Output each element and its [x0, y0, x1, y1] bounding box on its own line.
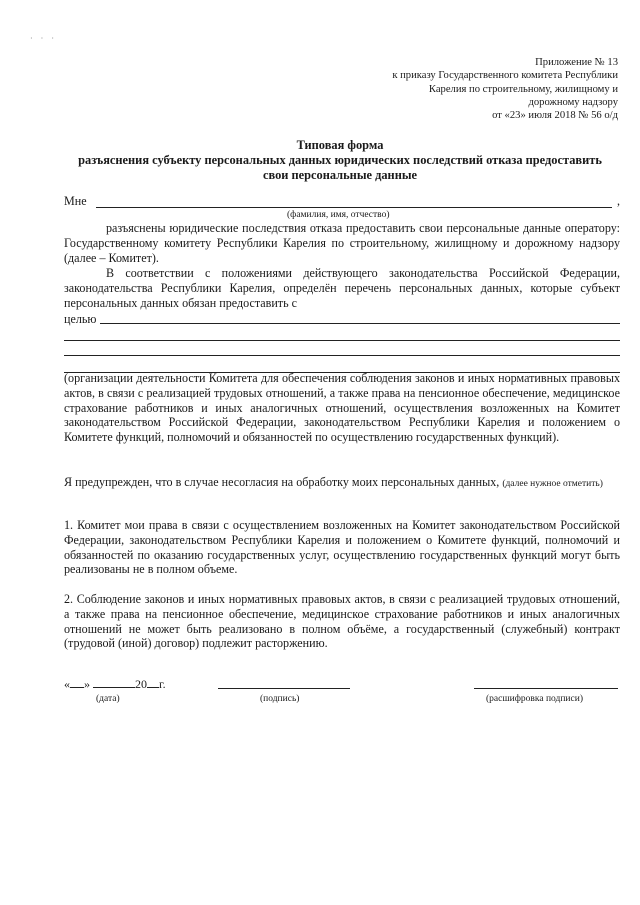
title-line-3: свои персональные данные [262, 168, 418, 182]
purpose-fill-line-1[interactable] [100, 323, 620, 324]
fio-fill-line[interactable] [96, 207, 612, 208]
appendix-header [358, 56, 618, 122]
warning-paragraph [64, 475, 620, 492]
option-item-1: 1. Комитет мои права в связи с осуществлением возложенных на Комитет законодательством Российской Федерации, законодательством Республики Карелия и положением о Комитете функций, полномочий и обязанностей по оказанию государственных услуг, осуществлению государственных функций могут быть реализованы не в полном объеме. [64, 518, 620, 577]
mne-label: Мне [64, 194, 87, 208]
appendix-line: к приказу Государственного комитета Республики [392, 70, 618, 82]
appendix-line: от «23» июля 2018 № 56 о/д [492, 110, 618, 122]
purpose-fill-line-2[interactable] [64, 340, 620, 341]
date-field [64, 676, 166, 692]
year-suffix: г. [159, 677, 166, 691]
signature-fill-line[interactable] [218, 688, 350, 689]
fio-row [64, 194, 620, 210]
paragraph-legislation: В соответствии с положениями действующего законодательства Российской Федерации, законодательства Республики Карелия, определён перечень персональных данных, которые субъект персональных данных обязан предоставить с [64, 266, 620, 310]
scan-artifact: · · · [30, 34, 57, 43]
title-line-2: разъяснения субъекту персональных данных юридических последствий отказа предоставить [78, 153, 602, 167]
appendix-line: Карелия по строительному, жилищному и [428, 83, 618, 95]
warning-note: (далее нужное отметить) [502, 479, 603, 489]
signature-row [64, 676, 620, 716]
option-item-2: 2. Соблюдение законов и иных нормативных правовых актов, в связи с реализацией трудовых отношений, а также права на пенсионное обеспечение, медицинское страхование работников и иных аналогичных отношений не может быть реализовано в полном объёме, а государственный (служебный) контракт (трудовой (иной) договор) подлежит расторжению. [64, 592, 620, 651]
fio-comma: , [616, 194, 620, 208]
paragraph-consequences: разъяснены юридические последствия отказа предоставить свои персональные данные оператору: Государственному комитету Республики Карелия по строительному, жилищному и дорожному надзору (далее – Комитет). [64, 221, 620, 265]
appendix-line: дорожному надзору [528, 96, 618, 108]
decoding-caption: (расшифровка подписи) [486, 694, 583, 704]
decoding-fill-line[interactable] [474, 688, 618, 689]
purpose-label: целью [64, 312, 97, 326]
document-title [60, 138, 620, 183]
date-quote-close: » [84, 677, 90, 691]
appendix-line: Приложение № 13 [535, 57, 618, 68]
day-fill-line[interactable] [70, 676, 84, 688]
paragraph-purpose-explanation: (организации деятельности Комитета для обеспечения соблюдения законов и иных нормативных правовых актов, в связи с реализацией трудовых отношений, а также права на пенсионное обеспечение, медицинское страхование работников и иных аналогичных отношений, осуществления возложенных на Комитет законодательством Российской Федерации, законодательством Республики Карелия и положением о Комитете функций, полномочий и обязанностей по осуществлению государственных функций). [64, 371, 620, 445]
purpose-fill-line-3[interactable] [64, 355, 620, 356]
fio-caption: (фамилия, имя, отчество) [287, 210, 390, 220]
date-caption: (дата) [96, 694, 120, 704]
warning-text: Я предупрежден, что в случае несогласия на обработку моих персональных данных, [64, 475, 500, 489]
year-fill-line[interactable] [147, 676, 159, 688]
year-prefix: 20 [135, 677, 147, 691]
signature-caption: (подпись) [260, 694, 300, 704]
date-quote-open: « [64, 677, 70, 691]
title-line-1: Типовая форма [296, 138, 384, 152]
month-fill-line[interactable] [93, 676, 135, 688]
